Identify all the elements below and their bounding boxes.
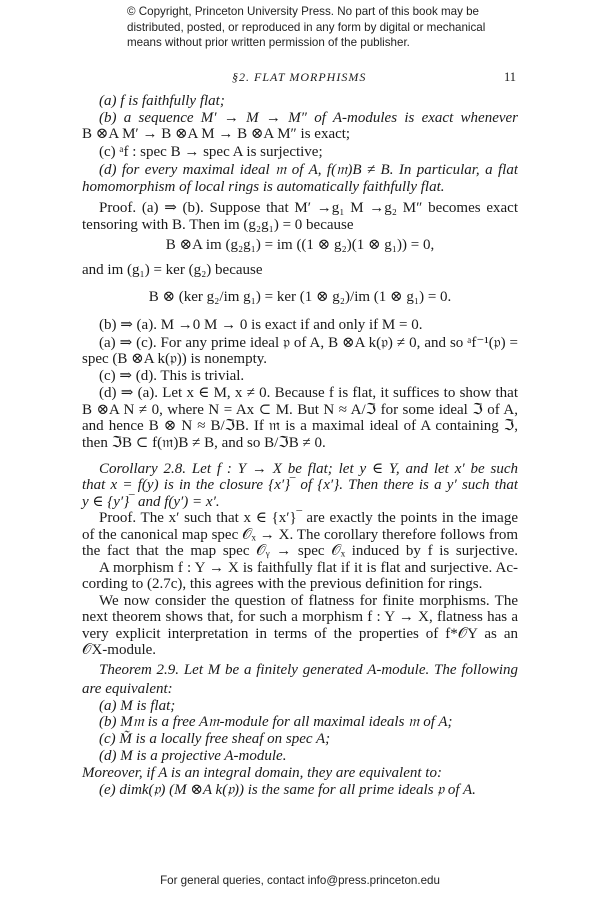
text-line: A morphism f : Y → X is faithfully flat if it is flat and surjective. Ac- xyxy=(99,560,518,576)
text-line: (a) f is faithfully flat; xyxy=(99,93,225,109)
text-line: that x = f(y) is in the closure {x′}‾ of {x′}. Then there is a y′ such that xyxy=(82,477,518,493)
text-line: Proof. The x′ such that x ∈ {x′}‾ are exactly the points in the image xyxy=(99,510,518,526)
text-line: (b) ⇒ (a). M →0 M → 0 is exact if and only if M = 0. xyxy=(99,317,423,333)
text-line: of the canonical map spec 𝒪ₓ → X. The corollary therefore follows from xyxy=(82,527,518,543)
text-line: then ℑB ⊂ f(𝔪)B ≠ B, and so B/ℑB ≠ 0. xyxy=(82,435,326,451)
text-line: next theorem shows that, for such a morphism f : Y → X, flatness has a xyxy=(82,609,518,625)
text-line: y ∈ {y′}‾ and f(y′) = x′. xyxy=(82,494,220,510)
text-line: the fact that the map spec 𝒪ᵧ → spec 𝒪ₓ induced by f is surjective. xyxy=(82,543,518,559)
text-line: (d) for every maximal ideal 𝔪 of A, f(𝔪)B ≠ B. In particular, a flat xyxy=(99,162,518,178)
text-line: spec (B ⊗A k(𝔭)) is nonempty. xyxy=(82,351,268,367)
text-line: homomorphism of local rings is automatically faithfully flat. xyxy=(82,179,445,195)
text-line: and im (g₁) = ker (g₂) because xyxy=(82,262,263,278)
text-line: B ⊗A M′ → B ⊗A M → B ⊗A M″ is exact; xyxy=(82,126,351,142)
copyright-notice: © Copyright, Princeton University Press. No part of this book may be distributed, posted, or reproduced in any form by digital or mechanical means without prior written permission of the publisher. xyxy=(127,5,486,49)
text-line: (a) ⇒ (c). For any prime ideal 𝔭 of A, B ⊗A k(𝔭) ≠ 0, and so ᵃf⁻¹(𝔭) = xyxy=(99,335,518,351)
text-line: (d) M is a projective A-module. xyxy=(99,748,287,764)
text-line: tensoring with B. Then im (g₂g₁) = 0 because xyxy=(82,217,354,233)
section-title: §2. FLAT MORPHISMS xyxy=(232,70,367,84)
text-line: cording to (2.7c), this agrees with the previous definition for rings. xyxy=(82,576,483,592)
text-line: (b) a sequence M′ → M → M″ of A-modules is exact whenever xyxy=(99,110,518,126)
text-line: Proof. (a) ⇒ (b). Suppose that M′ →g₁ M →g₂ M″ becomes exact xyxy=(99,200,518,216)
text-line: very explicit interpretation in terms of the properties of f*𝒪Y as an xyxy=(82,626,518,642)
text-line: Theorem 2.9. Let M be a finitely generated A-module. The following xyxy=(99,662,518,678)
text-line: We now consider the question of flatness for finite morphisms. The xyxy=(99,593,518,609)
text-line: (a) M is flat; xyxy=(99,698,176,714)
text-line: B ⊗A N ≠ 0, where N = Ax ⊂ M. But N ≈ A/ℑ for some ideal ℑ of A, xyxy=(82,402,518,418)
text-line: (c) ⇒ (d). This is trivial. xyxy=(99,368,245,384)
text-line: and hence B ⊗ N ≈ B/ℑB. If 𝔪 is a maximal ideal of A containing ℑ, xyxy=(82,418,518,434)
text-line: (c) ᵃf : spec B → spec A is surjective; xyxy=(99,144,323,160)
text-line: (c) M̃ is a locally free sheaf on spec A; xyxy=(99,731,331,747)
page-number: 11 xyxy=(504,70,517,84)
text-line: (d) ⇒ (a). Let x ∈ M, x ≠ 0. Because f is flat, it suffices to show that xyxy=(99,385,518,401)
running-head xyxy=(0,70,600,86)
footer-contact: For general queries, contact info@press.princeton.edu xyxy=(160,874,440,887)
text-line: 𝒪X-module. xyxy=(82,642,157,658)
text-line: Moreover, if A is an integral domain, they are equivalent to: xyxy=(82,765,442,781)
text-line: Corollary 2.8. Let f : Y → X be flat; let y ∈ Y, and let x′ be such xyxy=(99,461,518,477)
text-line: are equivalent: xyxy=(82,681,173,697)
text-line: (b) M𝔪 is a free A𝔪-module for all maximal ideals 𝔪 of A; xyxy=(99,714,453,730)
text-line: B ⊗ (ker g₂/im g₁) = ker (1 ⊗ g₂)/im (1 ⊗ g₁) = 0. xyxy=(148,289,452,305)
text-line: (e) dimk(𝔭) (M ⊗A k(𝔭)) is the same for all prime ideals 𝔭 of A. xyxy=(99,782,476,798)
text-line: B ⊗A im (g₂g₁) = im ((1 ⊗ g₂)(1 ⊗ g₁)) = 0, xyxy=(165,237,435,253)
